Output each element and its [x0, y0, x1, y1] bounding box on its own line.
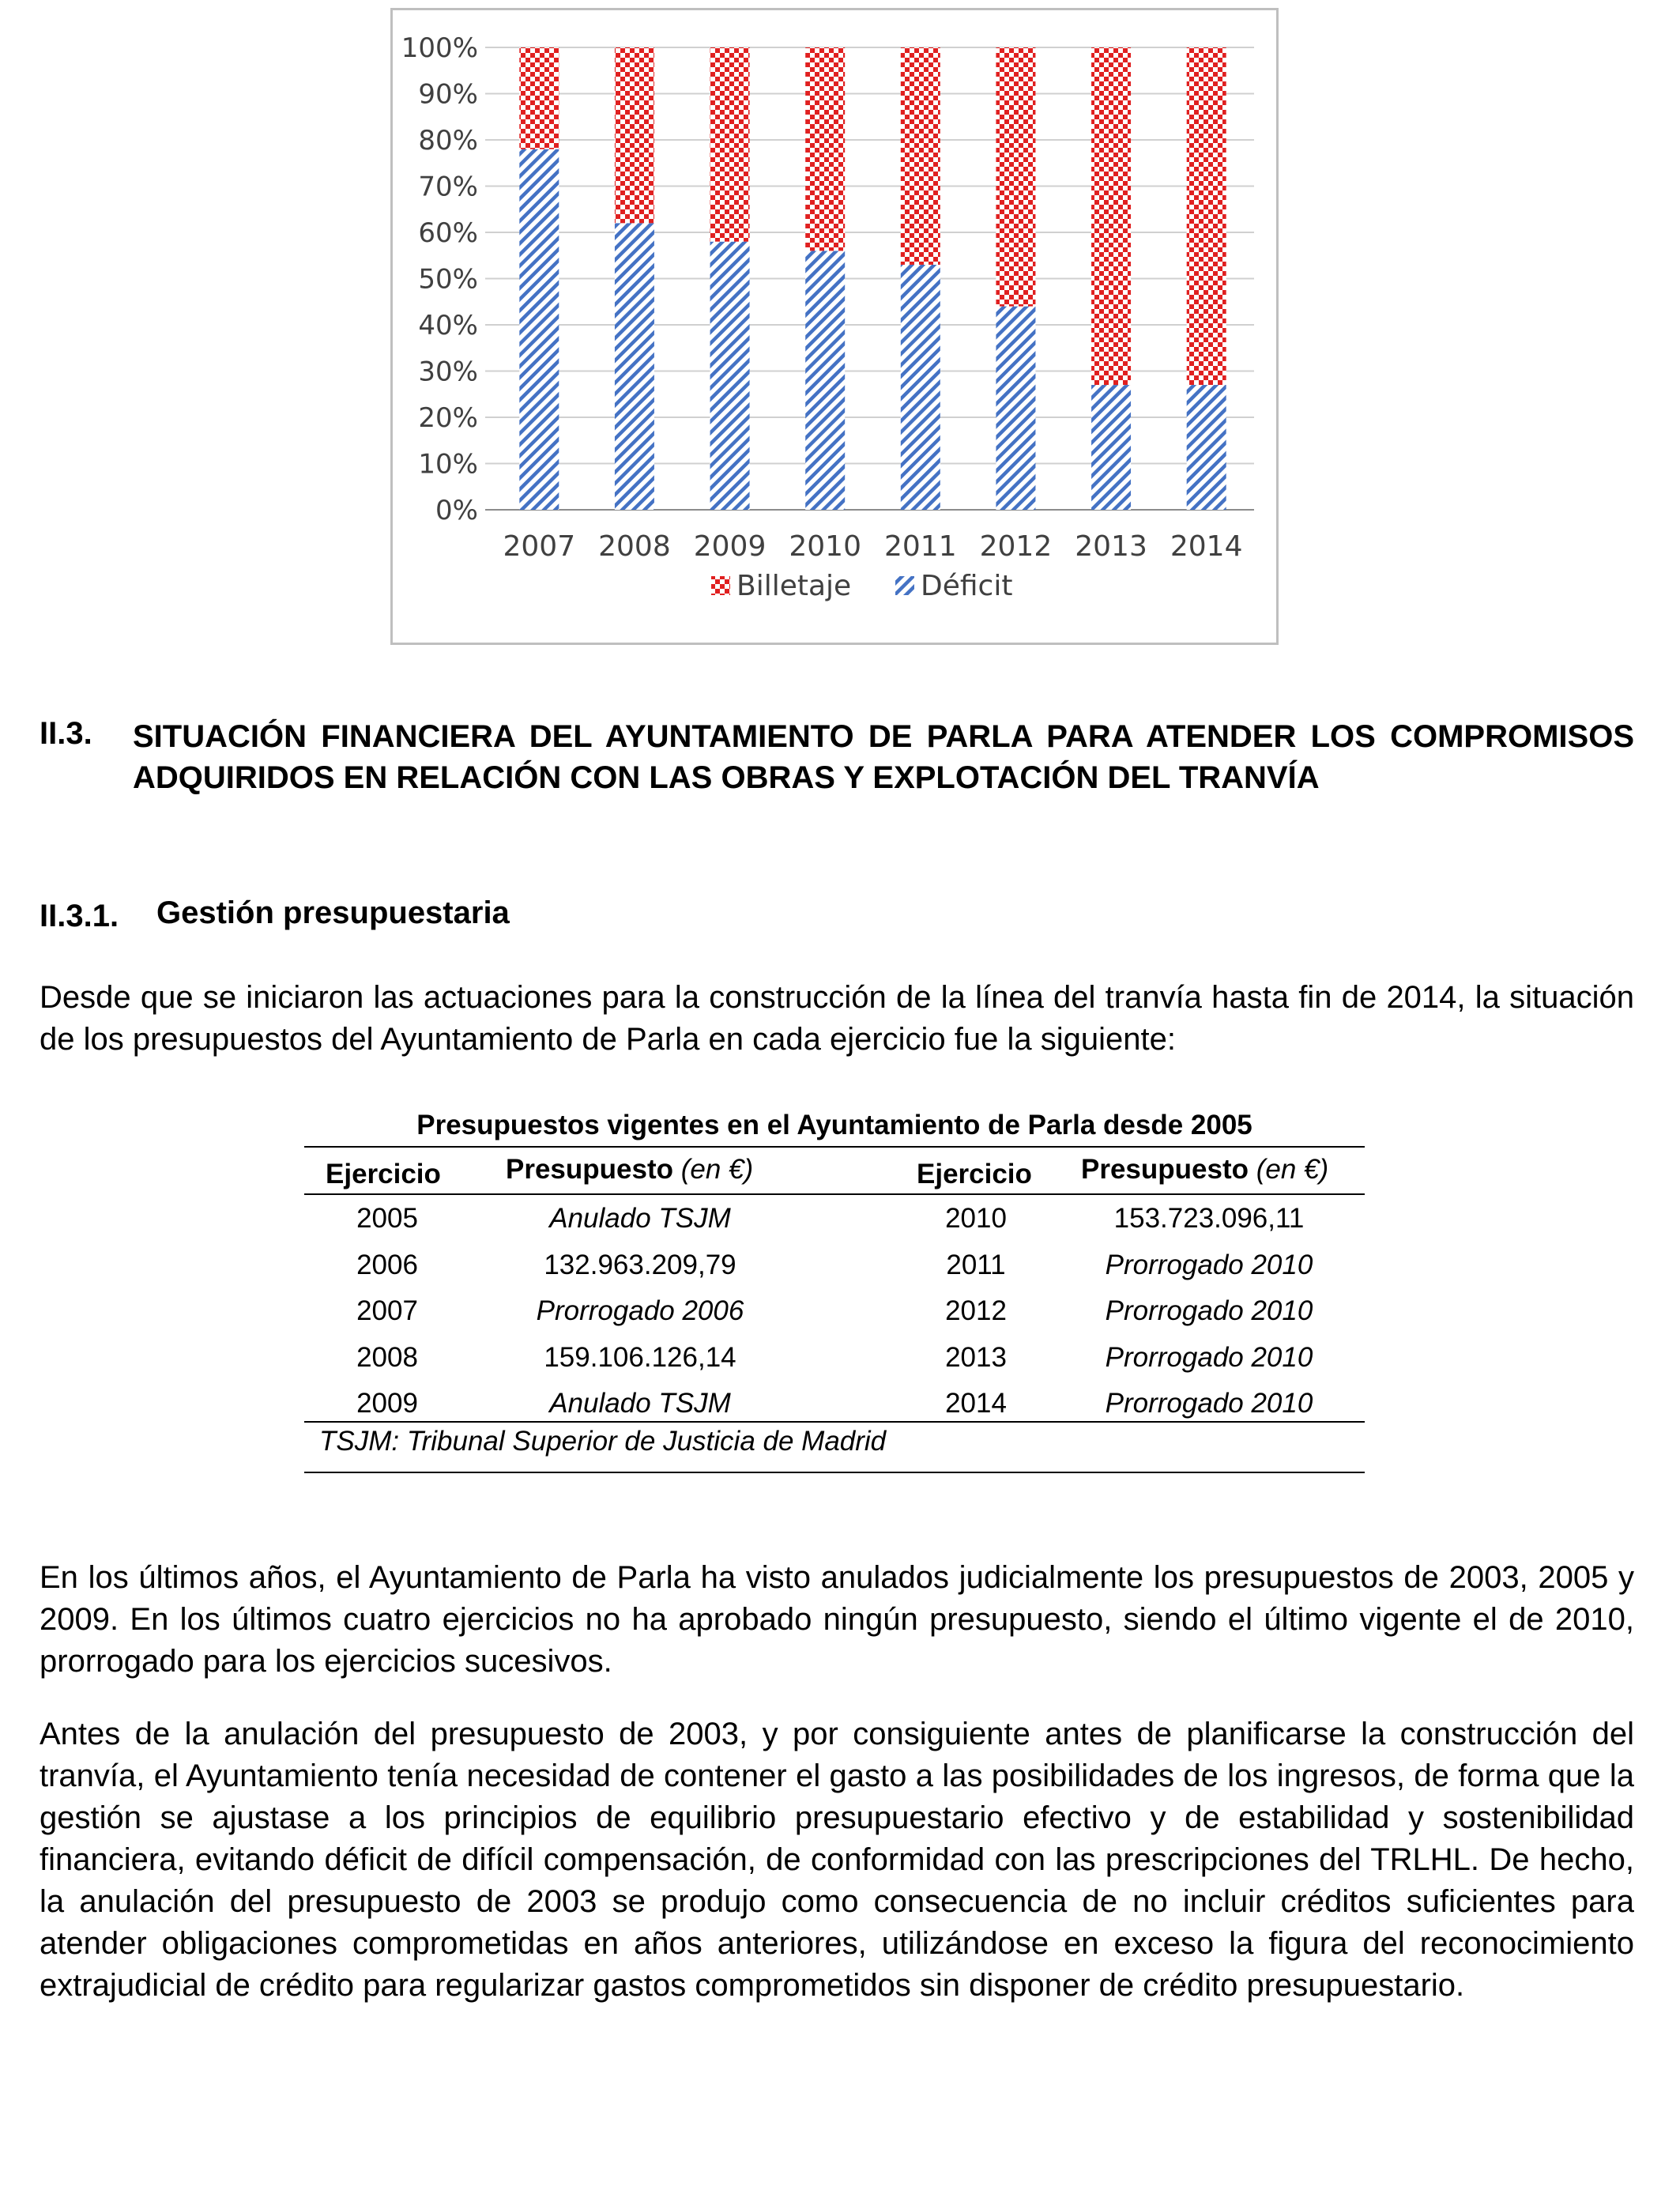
table-rule-top — [304, 1146, 1365, 1148]
table-note: TSJM: Tribunal Superior de Justicia de Madrid — [319, 1426, 887, 1457]
bar-deficit-2013 — [1091, 385, 1131, 510]
x-tick-label: 2012 — [979, 530, 1053, 563]
section-number: II.3. — [40, 716, 92, 751]
table-rule-header — [304, 1193, 1365, 1195]
x-tick-label: 2014 — [1170, 530, 1243, 563]
legend-label-billetaje: Billetaje — [736, 570, 852, 602]
x-tick-label: 2013 — [1075, 530, 1147, 563]
x-tick-label: 2010 — [789, 530, 861, 563]
table-cell-year: 2006 — [356, 1249, 418, 1280]
bar-billetaje-2009 — [710, 47, 750, 242]
header-budget-right: Presupuesto (en €) — [1081, 1154, 1329, 1185]
bar-deficit-2008 — [615, 223, 654, 510]
y-tick-label: 50% — [418, 263, 478, 296]
table-cell-year: 2013 — [945, 1341, 1007, 1373]
y-tick-label: 80% — [418, 125, 478, 156]
x-tick-label: 2009 — [693, 530, 767, 563]
table-cell-budget: Prorrogado 2010 — [1105, 1388, 1313, 1419]
table-cell-budget: 159.106.126,14 — [544, 1341, 736, 1373]
bar-deficit-2012 — [996, 307, 1035, 510]
header-budget-left: Presupuesto (en €) — [506, 1154, 754, 1185]
y-tick-label: 30% — [418, 356, 478, 388]
paragraph-2: Antes de la anulación del presupuesto de 2003, y por consiguiente antes de planificarse la construcción del tranvía, el Ayuntamiento tenía necesidad de contener el gasto a las posibilidades de los ingresos, de forma que la gestión se ajustase a los principios de equilibrio presupuestario efectivo y de estabilidad y sostenibilidad financiera, evitando déficit de difícil compensación, de conformidad con las prescripciones del TRLHL. De hecho, la anulación del presupuesto de 2003 se produjo como consecuencia de no incluir créditos suficientes para atender obligaciones comprometidas en años anteriores, utilizándose en exceso la figura del reconocimiento extrajudicial de crédito para regularizar gastos comprometidos sin disponer de crédito presupuestario. — [40, 1717, 1634, 2003]
y-tick-label: 10% — [418, 448, 478, 481]
bar-billetaje-2012 — [996, 47, 1035, 307]
paragraph-intro: Desde que se iniciaron las actuaciones para la construcción de la línea del tranvía hasta fin de 2014, la situación de los presupuestos del Ayuntamiento de Parla en cada ejercicio fue la siguiente: — [40, 980, 1634, 1057]
bar-billetaje-2011 — [901, 47, 940, 265]
paragraph-1: En los últimos años, el Ayuntamiento de Parla ha visto anulados judicialmente los presupuestos de 2003, 2005 y 2009. En los últimos cuatro ejercicios no ha aprobado ningún presupuesto, siendo el último vigente el de 2010, prorrogado para los ejercicios sucesivos. — [40, 1560, 1634, 1679]
table-cell-year: 2007 — [356, 1295, 418, 1326]
table-cell-budget: Anulado TSJM — [549, 1203, 731, 1234]
bar-billetaje-2008 — [615, 47, 654, 223]
header-year-right: Ejercicio — [917, 1159, 1032, 1189]
legend-swatch-deficit — [895, 576, 914, 595]
table-cell-budget: 153.723.096,11 — [1113, 1203, 1305, 1234]
x-tick-label: 2011 — [884, 530, 957, 563]
y-tick-label: 20% — [418, 402, 478, 434]
bar-billetaje-2014 — [1187, 47, 1226, 385]
table-cell-budget: Prorrogado 2010 — [1105, 1249, 1313, 1280]
y-tick-label: 60% — [418, 217, 478, 249]
table-cell-budget: Anulado TSJM — [549, 1388, 731, 1419]
bar-deficit-2010 — [805, 251, 845, 510]
chart-frame — [390, 8, 1279, 645]
table-cell-year: 2014 — [945, 1388, 1007, 1419]
table-cell-year: 2008 — [356, 1341, 418, 1373]
legend-swatch-billetaje — [711, 576, 730, 595]
table-cell-year: 2012 — [945, 1295, 1007, 1326]
header-year-left: Ejercicio — [326, 1159, 441, 1189]
bar-billetaje-2013 — [1091, 47, 1131, 385]
table-cell-budget: Prorrogado 2010 — [1105, 1295, 1313, 1326]
y-tick-label: 100% — [401, 32, 478, 64]
y-tick-label: 40% — [418, 310, 478, 341]
table-rule-note — [304, 1472, 1365, 1473]
table-caption: Presupuestos vigentes en el Ayuntamiento de Parla desde 2005 — [416, 1110, 1252, 1140]
stacked-bar-chart — [393, 10, 1276, 643]
subsection-title: Gestión presupuestaria — [156, 895, 510, 930]
table-cell-year: 2009 — [356, 1388, 418, 1419]
table-rule-bottom — [304, 1421, 1365, 1423]
table-cell-budget: 132.963.209,79 — [544, 1249, 736, 1280]
bar-deficit-2011 — [901, 265, 940, 510]
table-cell-year: 2010 — [945, 1203, 1007, 1234]
table-cell-budget: Prorrogado 2006 — [536, 1295, 744, 1326]
bar-deficit-2014 — [1187, 385, 1226, 510]
y-tick-label: 70% — [418, 171, 478, 203]
y-tick-label: 0% — [435, 495, 478, 526]
table-cell-budget: Prorrogado 2010 — [1105, 1341, 1313, 1373]
x-tick-label: 2008 — [598, 530, 671, 563]
bar-billetaje-2007 — [519, 47, 559, 149]
table-cell-year: 2005 — [356, 1203, 418, 1234]
bar-deficit-2009 — [710, 242, 750, 510]
section-title: SITUACIÓN FINANCIERA DEL AYUNTAMIENTO DE PARLA PARA ATENDER LOS COMPROMISOS ADQUIRIDOS EN RELACIÓN CON LAS OBRAS Y EXPLOTACIÓN DEL TRANVÍA — [133, 719, 1634, 795]
bar-billetaje-2010 — [805, 47, 845, 251]
legend-label-deficit: Déficit — [921, 570, 1013, 602]
subsection-number: II.3.1. — [40, 899, 119, 933]
y-tick-label: 90% — [418, 78, 478, 111]
x-tick-label: 2007 — [503, 530, 576, 563]
table-cell-year: 2011 — [946, 1249, 1006, 1280]
bar-deficit-2007 — [519, 149, 559, 510]
